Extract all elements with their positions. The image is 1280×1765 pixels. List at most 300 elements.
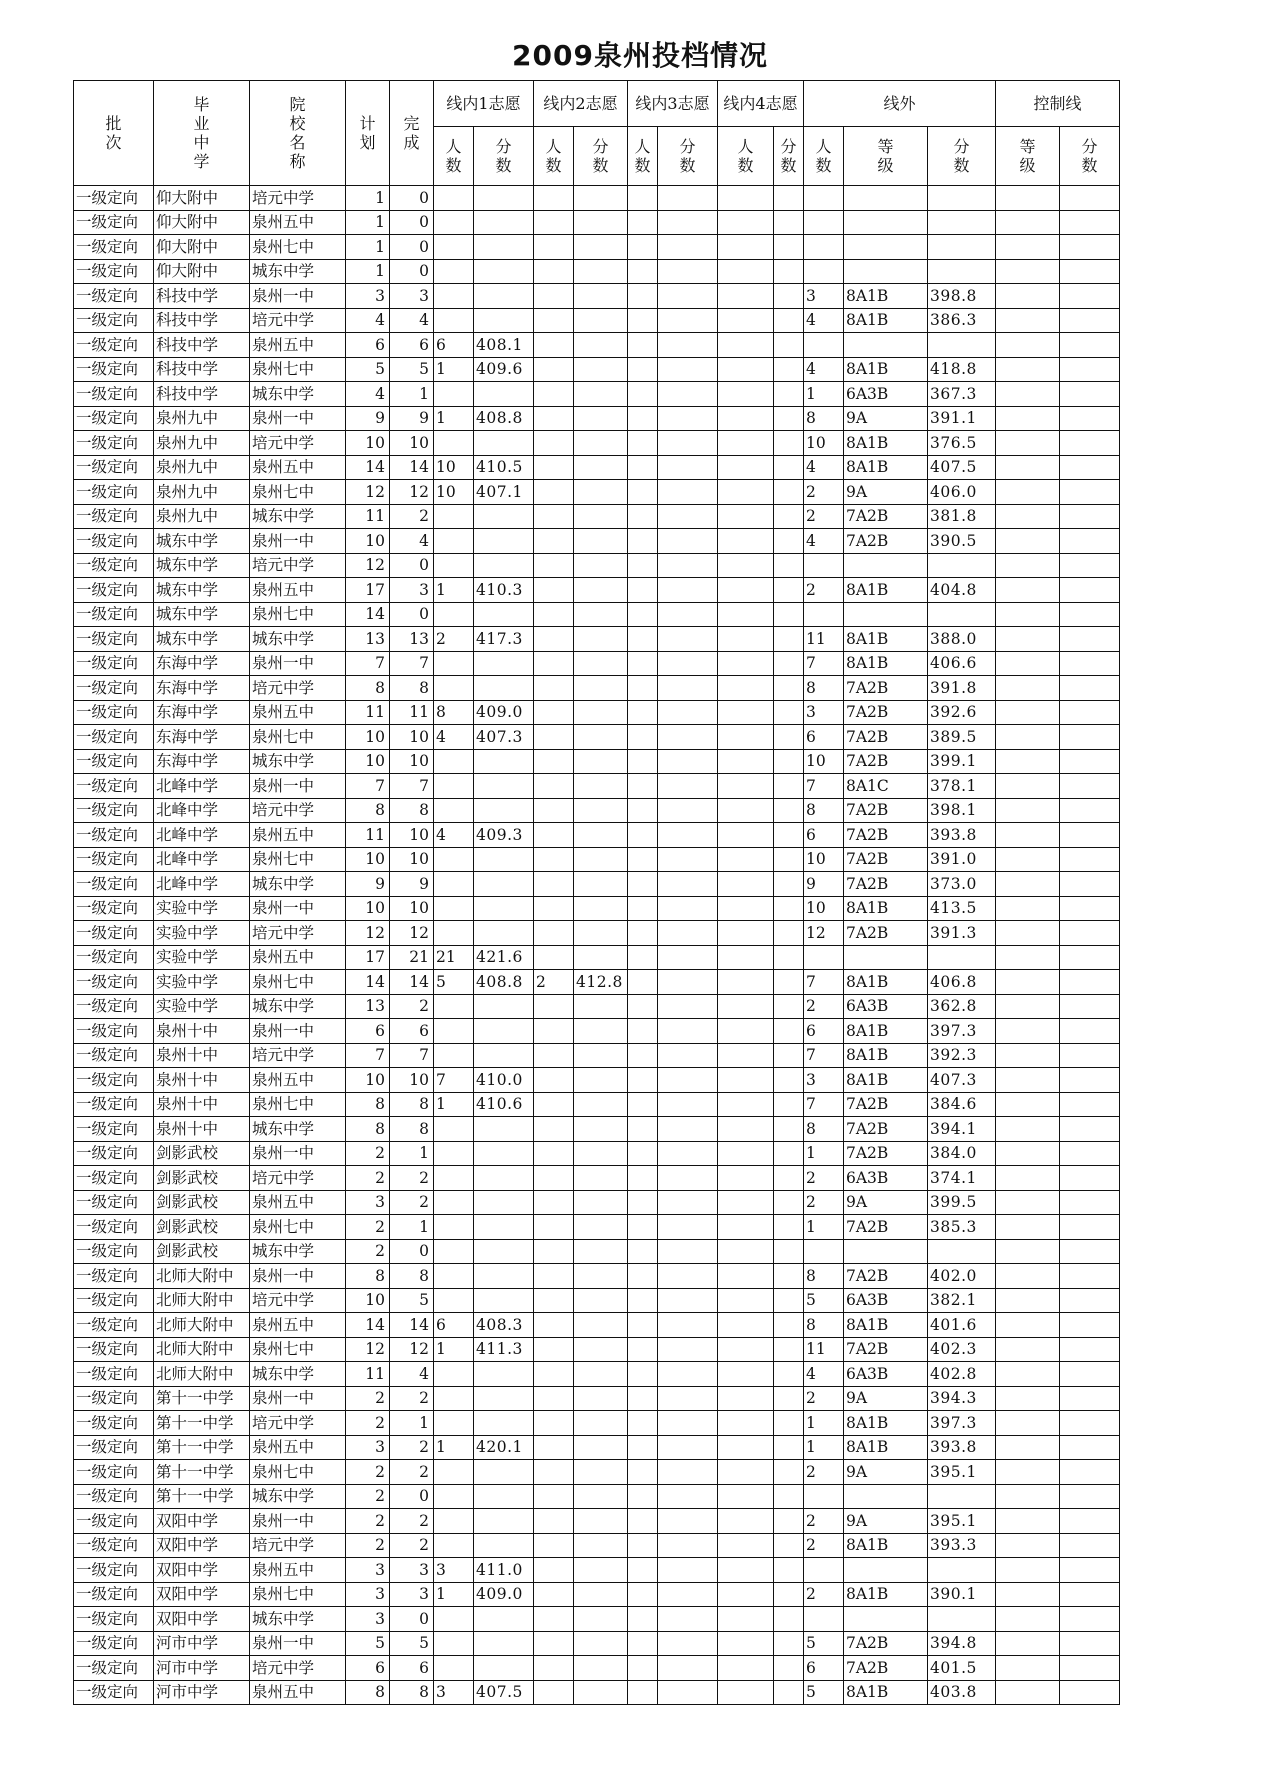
cell-plan: 3 (346, 1435, 390, 1460)
cell-ctrl-score (1060, 872, 1120, 897)
cell-l4-count (718, 1460, 774, 1485)
table-row (74, 676, 1120, 701)
cell-l1-count: 8 (434, 700, 474, 725)
cell-school: 第十一中学 (154, 1484, 250, 1509)
cell-school: 城东中学 (154, 529, 250, 554)
cell-out-count: 1 (804, 1435, 844, 1460)
cell-l1-score (474, 1117, 534, 1142)
cell-school: 北师大附中 (154, 1362, 250, 1387)
cell-l4-count (718, 921, 774, 946)
cell-l3-count (628, 1582, 658, 1607)
table-row (74, 994, 1120, 1019)
cell-l4-count (718, 553, 774, 578)
cell-l2-count (534, 1680, 574, 1705)
table-row (74, 945, 1120, 970)
cell-out-count (804, 235, 844, 260)
cell-l1-score (474, 1141, 534, 1166)
cell-college: 泉州五中 (250, 823, 346, 848)
cell-l3-count (628, 1411, 658, 1436)
cell-plan: 8 (346, 676, 390, 701)
cell-ctrl-grade (996, 725, 1060, 750)
cell-plan: 6 (346, 333, 390, 358)
cell-l2-count (534, 333, 574, 358)
cell-l1-score (474, 504, 534, 529)
cell-out-grade: 7A2B (844, 798, 928, 823)
cell-done: 8 (390, 1092, 434, 1117)
cell-out-score: 367.3 (928, 382, 996, 407)
cell-plan: 12 (346, 1337, 390, 1362)
cell-out-grade: 9A (844, 480, 928, 505)
cell-out-score: 402.8 (928, 1362, 996, 1387)
cell-l4-score (774, 210, 804, 235)
cell-out-grade (844, 210, 928, 235)
cell-plan: 10 (346, 749, 390, 774)
cell-school: 城东中学 (154, 553, 250, 578)
cell-l2-score (574, 308, 628, 333)
cell-school: 泉州十中 (154, 1043, 250, 1068)
cell-out-score: 406.6 (928, 651, 996, 676)
cell-school: 泉州九中 (154, 455, 250, 480)
subheader-grade: 等 级 (996, 127, 1060, 186)
cell-l4-score (774, 504, 804, 529)
cell-l2-score (574, 1166, 628, 1191)
cell-l2-count (534, 210, 574, 235)
cell-college: 泉州五中 (250, 455, 346, 480)
cell-batch: 一级定向 (74, 774, 154, 799)
cell-l1-score (474, 994, 534, 1019)
cell-out-grade: 8A1B (844, 431, 928, 456)
cell-l3-score (658, 259, 718, 284)
cell-l3-score (658, 945, 718, 970)
cell-l1-count (434, 994, 474, 1019)
cell-l3-score (658, 1386, 718, 1411)
cell-school: 东海中学 (154, 725, 250, 750)
table-body (74, 186, 1120, 1705)
cell-l1-count: 1 (434, 1092, 474, 1117)
cell-plan: 17 (346, 578, 390, 603)
cell-plan: 11 (346, 1362, 390, 1387)
cell-l2-count (534, 725, 574, 750)
cell-done: 0 (390, 210, 434, 235)
cell-l1-count (434, 308, 474, 333)
cell-ctrl-score (1060, 210, 1120, 235)
cell-l1-score (474, 676, 534, 701)
cell-out-grade: 8A1B (844, 284, 928, 309)
cell-school: 仰大附中 (154, 259, 250, 284)
cell-l1-score: 410.0 (474, 1068, 534, 1093)
cell-ctrl-grade (996, 1509, 1060, 1534)
cell-l2-count (534, 774, 574, 799)
cell-ctrl-score (1060, 284, 1120, 309)
cell-batch: 一级定向 (74, 1460, 154, 1485)
cell-l4-count (718, 651, 774, 676)
cell-ctrl-score (1060, 1264, 1120, 1289)
cell-l3-score (658, 872, 718, 897)
cell-batch: 一级定向 (74, 455, 154, 480)
cell-l2-score (574, 333, 628, 358)
cell-l2-score (574, 1043, 628, 1068)
cell-college: 泉州五中 (250, 1068, 346, 1093)
cell-l3-count (628, 480, 658, 505)
cell-out-grade (844, 235, 928, 260)
cell-done: 6 (390, 333, 434, 358)
cell-out-count: 7 (804, 970, 844, 995)
cell-batch: 一级定向 (74, 529, 154, 554)
cell-l2-count (534, 700, 574, 725)
cell-plan: 4 (346, 308, 390, 333)
cell-school: 东海中学 (154, 749, 250, 774)
cell-l2-score (574, 357, 628, 382)
cell-l4-score (774, 872, 804, 897)
cell-l3-score (658, 1680, 718, 1705)
cell-ctrl-grade (996, 406, 1060, 431)
cell-l2-count (534, 896, 574, 921)
cell-out-count: 1 (804, 1215, 844, 1240)
cell-l3-score (658, 382, 718, 407)
cell-l1-count: 1 (434, 1582, 474, 1607)
cell-college: 泉州七中 (250, 1460, 346, 1485)
cell-out-count: 4 (804, 308, 844, 333)
cell-out-grade: 7A2B (844, 749, 928, 774)
cell-l3-count (628, 308, 658, 333)
cell-l4-score (774, 1533, 804, 1558)
cell-school: 泉州十中 (154, 1068, 250, 1093)
cell-l2-count (534, 553, 574, 578)
cell-batch: 一级定向 (74, 651, 154, 676)
cell-ctrl-score (1060, 308, 1120, 333)
cell-l2-score (574, 578, 628, 603)
cell-batch: 一级定向 (74, 1092, 154, 1117)
cell-done: 2 (390, 1533, 434, 1558)
cell-plan: 10 (346, 725, 390, 750)
cell-done: 0 (390, 259, 434, 284)
cell-l2-score (574, 235, 628, 260)
cell-out-count: 8 (804, 406, 844, 431)
cell-out-score (928, 1239, 996, 1264)
cell-out-grade: 7A2B (844, 1337, 928, 1362)
cell-l4-score (774, 1166, 804, 1191)
cell-l1-count (434, 1484, 474, 1509)
header-group-outside: 线外 (804, 81, 996, 127)
cell-college: 培元中学 (250, 186, 346, 211)
cell-out-count: 4 (804, 357, 844, 382)
cell-l4-count (718, 970, 774, 995)
cell-done: 1 (390, 1215, 434, 1240)
cell-out-count (804, 1607, 844, 1632)
cell-l4-score (774, 1680, 804, 1705)
cell-ctrl-grade (996, 259, 1060, 284)
cell-out-grade: 7A2B (844, 921, 928, 946)
cell-l2-score (574, 1019, 628, 1044)
cell-l3-count (628, 1019, 658, 1044)
cell-college: 泉州五中 (250, 945, 346, 970)
cell-out-score: 401.5 (928, 1656, 996, 1681)
cell-batch: 一级定向 (74, 578, 154, 603)
cell-college: 泉州五中 (250, 700, 346, 725)
cell-l2-score (574, 798, 628, 823)
cell-done: 10 (390, 847, 434, 872)
cell-done: 0 (390, 1239, 434, 1264)
cell-l4-score (774, 431, 804, 456)
cell-out-count: 11 (804, 627, 844, 652)
subheader-score: 分 数 (928, 127, 996, 186)
cell-l3-count (628, 1215, 658, 1240)
cell-out-score: 391.1 (928, 406, 996, 431)
table-row (74, 1068, 1120, 1093)
cell-l3-count (628, 333, 658, 358)
cell-l2-count (534, 1288, 574, 1313)
cell-ctrl-grade (996, 1411, 1060, 1436)
cell-l4-count (718, 1215, 774, 1240)
cell-l2-score (574, 1264, 628, 1289)
cell-out-grade: 8A1B (844, 308, 928, 333)
cell-l3-score (658, 1166, 718, 1191)
cell-l1-score (474, 1656, 534, 1681)
cell-plan: 2 (346, 1239, 390, 1264)
table-row (74, 1533, 1120, 1558)
cell-l3-count (628, 749, 658, 774)
cell-l3-count (628, 259, 658, 284)
cell-batch: 一级定向 (74, 1166, 154, 1191)
cell-out-grade: 9A (844, 406, 928, 431)
cell-l1-count: 1 (434, 406, 474, 431)
cell-ctrl-score (1060, 896, 1120, 921)
cell-l2-count (534, 455, 574, 480)
cell-ctrl-score (1060, 1239, 1120, 1264)
cell-done: 5 (390, 357, 434, 382)
cell-l3-score (658, 455, 718, 480)
cell-batch: 一级定向 (74, 970, 154, 995)
cell-l4-count (718, 357, 774, 382)
cell-batch: 一级定向 (74, 945, 154, 970)
cell-l2-score (574, 823, 628, 848)
cell-l1-count (434, 774, 474, 799)
cell-college: 泉州七中 (250, 1337, 346, 1362)
cell-l2-count (534, 431, 574, 456)
cell-l1-score (474, 602, 534, 627)
cell-l4-score (774, 382, 804, 407)
cell-out-count: 1 (804, 1141, 844, 1166)
header-plan: 计 划 (346, 81, 390, 186)
cell-l4-score (774, 480, 804, 505)
cell-out-score (928, 602, 996, 627)
cell-l1-score: 407.1 (474, 480, 534, 505)
cell-l4-count (718, 1607, 774, 1632)
cell-l1-score: 417.3 (474, 627, 534, 652)
cell-out-grade: 7A2B (844, 1141, 928, 1166)
cell-plan: 14 (346, 970, 390, 995)
cell-ctrl-score (1060, 504, 1120, 529)
cell-batch: 一级定向 (74, 921, 154, 946)
cell-plan: 2 (346, 1411, 390, 1436)
cell-ctrl-grade (996, 1558, 1060, 1583)
cell-l4-score (774, 1068, 804, 1093)
cell-l1-score (474, 1264, 534, 1289)
cell-out-score: 399.5 (928, 1190, 996, 1215)
cell-college: 城东中学 (250, 1362, 346, 1387)
cell-college: 泉州七中 (250, 1215, 346, 1240)
cell-college: 培元中学 (250, 1533, 346, 1558)
cell-school: 东海中学 (154, 700, 250, 725)
cell-done: 9 (390, 406, 434, 431)
table-row (74, 872, 1120, 897)
cell-college: 培元中学 (250, 1411, 346, 1436)
cell-out-score: 390.1 (928, 1582, 996, 1607)
cell-l3-count (628, 235, 658, 260)
cell-l1-count (434, 676, 474, 701)
cell-l2-count (534, 798, 574, 823)
cell-school: 城东中学 (154, 627, 250, 652)
cell-out-grade: 8A1B (844, 896, 928, 921)
cell-ctrl-score (1060, 749, 1120, 774)
cell-school: 第十一中学 (154, 1386, 250, 1411)
table-row (74, 1362, 1120, 1387)
cell-done: 1 (390, 382, 434, 407)
cell-out-count (804, 1484, 844, 1509)
cell-plan: 2 (346, 1215, 390, 1240)
cell-ctrl-grade (996, 1068, 1060, 1093)
cell-college: 泉州一中 (250, 896, 346, 921)
cell-plan: 13 (346, 994, 390, 1019)
cell-ctrl-score (1060, 1313, 1120, 1338)
cell-l4-count (718, 1288, 774, 1313)
cell-l4-count (718, 1533, 774, 1558)
cell-plan: 11 (346, 504, 390, 529)
cell-l2-count (534, 994, 574, 1019)
cell-done: 4 (390, 308, 434, 333)
cell-college: 培元中学 (250, 1166, 346, 1191)
cell-l4-score (774, 1631, 804, 1656)
cell-l4-count (718, 504, 774, 529)
cell-ctrl-score (1060, 1362, 1120, 1387)
cell-school: 科技中学 (154, 382, 250, 407)
cell-college: 泉州七中 (250, 602, 346, 627)
cell-out-count (804, 210, 844, 235)
cell-batch: 一级定向 (74, 749, 154, 774)
cell-l1-count (434, 749, 474, 774)
cell-batch: 一级定向 (74, 1386, 154, 1411)
cell-plan: 12 (346, 553, 390, 578)
cell-l3-count (628, 872, 658, 897)
cell-l2-score (574, 529, 628, 554)
header-college: 院 校 名 称 (250, 81, 346, 186)
cell-batch: 一级定向 (74, 1607, 154, 1632)
cell-l3-count (628, 676, 658, 701)
cell-l3-score (658, 504, 718, 529)
cell-school: 实验中学 (154, 921, 250, 946)
cell-ctrl-score (1060, 945, 1120, 970)
cell-l1-count (434, 553, 474, 578)
cell-l4-count (718, 1092, 774, 1117)
cell-out-count: 11 (804, 1337, 844, 1362)
cell-l3-score (658, 1582, 718, 1607)
cell-ctrl-score (1060, 382, 1120, 407)
cell-out-grade: 8A1B (844, 1582, 928, 1607)
cell-ctrl-score (1060, 1386, 1120, 1411)
cell-l3-score (658, 1117, 718, 1142)
cell-l4-count (718, 455, 774, 480)
cell-out-score: 391.0 (928, 847, 996, 872)
cell-l1-score (474, 774, 534, 799)
cell-l1-count: 10 (434, 480, 474, 505)
cell-l1-count (434, 1460, 474, 1485)
cell-l1-count: 4 (434, 823, 474, 848)
table-row (74, 259, 1120, 284)
cell-l3-score (658, 970, 718, 995)
cell-l2-score (574, 602, 628, 627)
cell-ctrl-grade (996, 1680, 1060, 1705)
cell-l3-score (658, 210, 718, 235)
cell-l4-score (774, 798, 804, 823)
cell-school: 北师大附中 (154, 1264, 250, 1289)
cell-l1-score (474, 896, 534, 921)
cell-out-grade: 8A1B (844, 578, 928, 603)
cell-batch: 一级定向 (74, 1582, 154, 1607)
cell-done: 12 (390, 921, 434, 946)
cell-ctrl-grade (996, 1460, 1060, 1485)
cell-l1-score (474, 1043, 534, 1068)
cell-out-score: 394.8 (928, 1631, 996, 1656)
cell-ctrl-score (1060, 1533, 1120, 1558)
cell-out-grade: 9A (844, 1386, 928, 1411)
cell-l4-count (718, 602, 774, 627)
cell-out-score (928, 553, 996, 578)
cell-ctrl-grade (996, 431, 1060, 456)
cell-l4-count (718, 1117, 774, 1142)
cell-l3-score (658, 1190, 718, 1215)
cell-l2-score (574, 774, 628, 799)
cell-l1-count: 6 (434, 1313, 474, 1338)
cell-l3-score (658, 553, 718, 578)
cell-ctrl-score (1060, 259, 1120, 284)
table-row (74, 357, 1120, 382)
cell-l2-score (574, 847, 628, 872)
cell-college: 培元中学 (250, 798, 346, 823)
cell-l1-count (434, 651, 474, 676)
cell-out-score: 394.3 (928, 1386, 996, 1411)
cell-ctrl-score (1060, 1068, 1120, 1093)
cell-l2-score (574, 1239, 628, 1264)
cell-ctrl-grade (996, 1656, 1060, 1681)
cell-out-score: 362.8 (928, 994, 996, 1019)
cell-college: 城东中学 (250, 872, 346, 897)
cell-l3-count (628, 823, 658, 848)
cell-l3-score (658, 676, 718, 701)
cell-l3-score (658, 1215, 718, 1240)
cell-plan: 2 (346, 1533, 390, 1558)
cell-l2-count (534, 1215, 574, 1240)
cell-ctrl-grade (996, 700, 1060, 725)
cell-l1-score: 409.3 (474, 823, 534, 848)
cell-school: 北峰中学 (154, 774, 250, 799)
cell-batch: 一级定向 (74, 798, 154, 823)
cell-l3-score (658, 1019, 718, 1044)
cell-l3-count (628, 725, 658, 750)
cell-l3-count (628, 700, 658, 725)
cell-done: 0 (390, 1607, 434, 1632)
cell-l3-count (628, 1460, 658, 1485)
table-row (74, 970, 1120, 995)
cell-college: 泉州一中 (250, 1631, 346, 1656)
cell-out-score: 386.3 (928, 308, 996, 333)
cell-done: 14 (390, 1313, 434, 1338)
cell-l3-count (628, 431, 658, 456)
cell-out-grade (844, 186, 928, 211)
subheader-count: 人 数 (804, 127, 844, 186)
cell-batch: 一级定向 (74, 896, 154, 921)
cell-l1-count (434, 1631, 474, 1656)
table-row (74, 1337, 1120, 1362)
